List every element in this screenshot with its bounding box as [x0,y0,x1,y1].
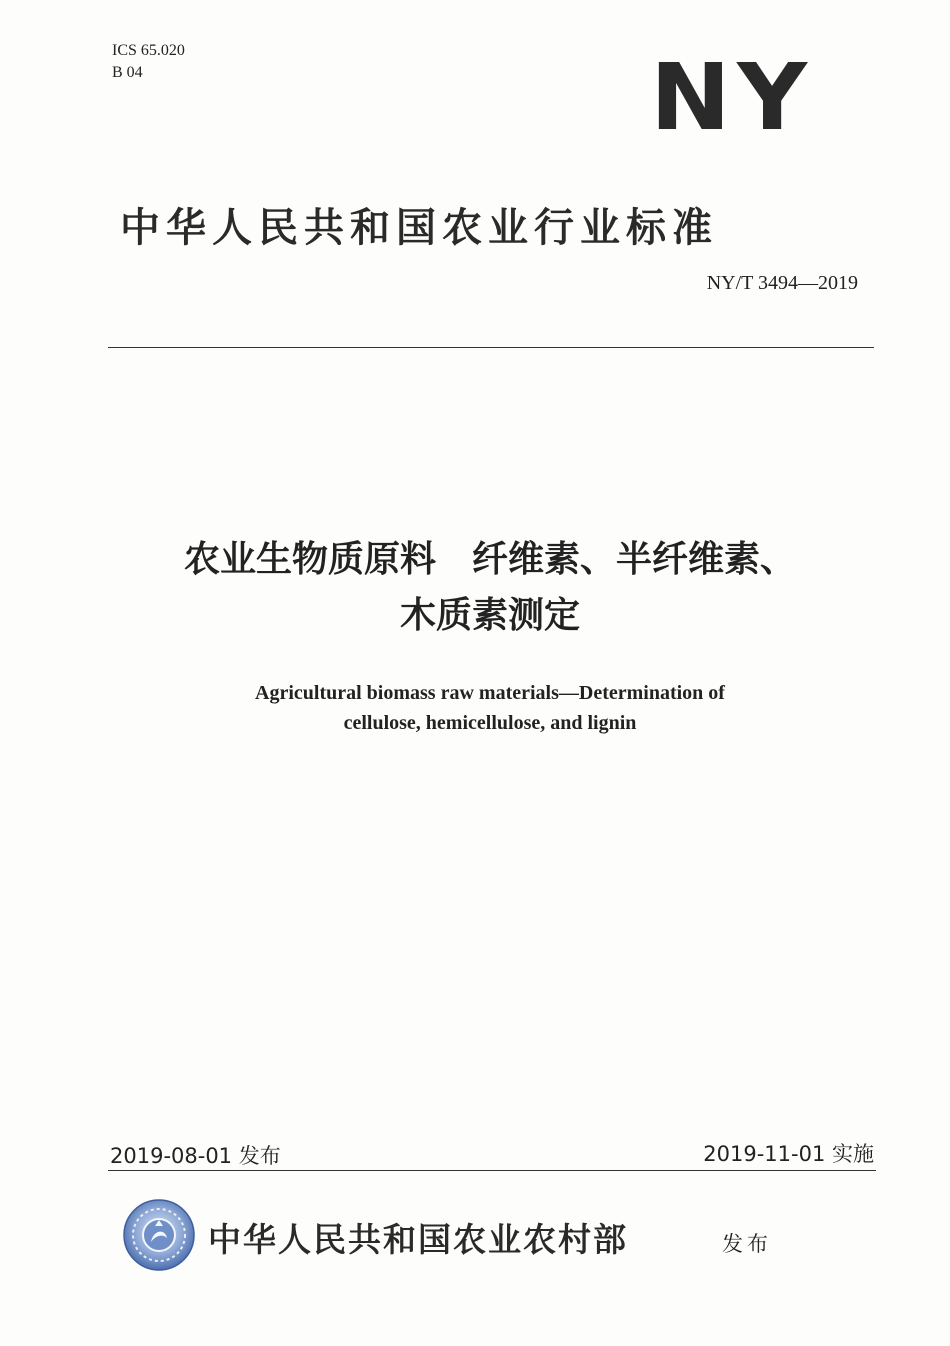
standard-type-title: 中华人民共和国农业行业标准 [120,205,718,251]
chinese-title-part-1: 农业生物质原料 [183,539,436,580]
english-title-line-2: cellulose, hemicellulose, and lignin [343,712,637,734]
english-title [150,678,830,738]
chinese-title-line-2: 木质素测定 [399,595,580,636]
implementation-date: 2019-11-01 实施 [703,1142,874,1166]
standard-number: NY/T 3494—2019 [706,272,858,294]
chinese-title-line-1 [100,532,880,588]
issue-date: 2019-08-01 发布 [110,1144,281,1168]
classification-code: B 04 [112,64,143,81]
english-title-line-1: Agricultural biomass raw materials—Determination of [255,682,725,704]
footer-divider [108,1170,876,1171]
ics-code: ICS 65.020 [112,42,185,59]
ministry-name: 中华人民共和国农业农村部 [208,1220,628,1259]
chinese-title [100,532,880,644]
header-divider [108,347,874,348]
ics-block [112,40,185,84]
publish-label: 发布 [722,1232,772,1256]
ny-logo: NY [650,44,814,151]
chinese-title-part-2: 纤维素、半纤维素、 [472,539,797,580]
ministry-emblem-icon [122,1198,196,1272]
